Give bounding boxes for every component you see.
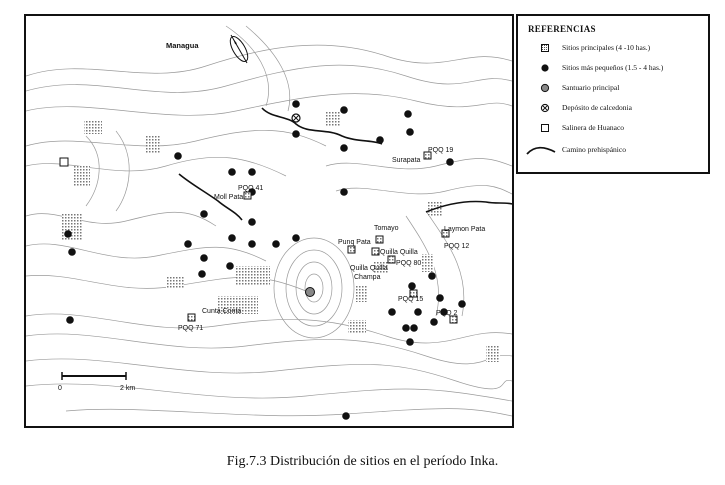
legend-label: Salinera de Huanaco <box>562 123 625 132</box>
main-site-tomayo <box>376 236 383 243</box>
main-site-pqq2 <box>450 316 457 323</box>
small-site <box>430 318 438 326</box>
label-mollpata: Moll Pata <box>214 194 244 201</box>
scale-bar <box>58 372 135 392</box>
small-site <box>292 130 300 138</box>
small-site <box>200 210 208 218</box>
legend-label: Sitios principales (4 -10 has.) <box>562 43 651 52</box>
road-line-icon <box>526 144 556 156</box>
prehispanic-roads <box>179 108 512 220</box>
dot-icon <box>540 63 550 73</box>
small-site <box>388 308 396 316</box>
small-site <box>446 158 454 166</box>
legend-item-calcedony <box>526 100 706 116</box>
small-site <box>66 316 74 324</box>
figure-caption: Fig.7.3 Distribución de sitios en el período Inka. <box>226 454 499 469</box>
label-quillaquilla: Quilla Quilla <box>380 249 418 256</box>
legend-item-salt-flat <box>526 120 706 136</box>
label-pqq15: PQQ 15 <box>398 296 424 303</box>
label-laymonpata: Laymon Pata <box>444 226 486 233</box>
circle-x-icon <box>540 103 550 113</box>
small-site <box>248 218 256 226</box>
small-site <box>228 168 236 176</box>
calcedony-deposit-icon <box>292 114 300 122</box>
small-site <box>248 168 256 176</box>
legend-item-main-sites <box>526 40 706 56</box>
label-surapata: Surapata <box>392 157 421 164</box>
small-site <box>414 308 422 316</box>
main-site-pqq80 <box>388 256 395 263</box>
main-sanctuary-icon <box>306 288 315 297</box>
small-site <box>200 254 208 262</box>
map-panel <box>24 14 514 428</box>
small-site <box>272 240 280 248</box>
map-canvas <box>26 16 512 426</box>
small-site <box>428 272 436 280</box>
small-site <box>340 144 348 152</box>
legend-item-sanctuary <box>526 80 706 96</box>
hatched-square-icon <box>540 43 550 53</box>
small-site <box>340 188 348 196</box>
legend-label: Santuario principal <box>562 83 620 92</box>
label-champa: Champa <box>354 274 381 281</box>
open-square-icon <box>540 123 550 133</box>
small-site <box>226 262 234 270</box>
main-site-punqpata <box>348 246 355 253</box>
small-site <box>64 230 72 238</box>
small-site <box>342 412 350 420</box>
legend-title: REFERENCIAS <box>528 24 596 34</box>
salt-flat-icon <box>60 158 68 166</box>
small-site <box>248 240 256 248</box>
small-site <box>174 152 182 160</box>
label-pqq19: PQQ 19 <box>428 147 454 154</box>
main-site-pqq71 <box>188 314 195 321</box>
legend-item-small-sites <box>526 60 706 76</box>
small-site <box>458 300 466 308</box>
label-pqq80: PQQ 80 <box>396 260 422 267</box>
main-site-quillaquilla <box>372 248 379 255</box>
contour-lines <box>26 26 512 416</box>
scale-end: 2 km <box>120 385 136 392</box>
small-site <box>402 324 410 332</box>
small-site <box>410 324 418 332</box>
label-quillaquilla-2: Quilla Quilla <box>350 265 388 272</box>
small-site <box>68 248 76 256</box>
legend-item-road <box>526 142 706 158</box>
scale-start: 0 <box>58 385 62 392</box>
small-site <box>408 282 416 290</box>
label-cuntaconta: Cunta Conta <box>202 308 242 315</box>
legend-label: Sitios más pequeños (1.5 - 4 has.) <box>562 63 664 72</box>
label-pqq71: PQQ 71 <box>178 325 204 332</box>
main-site-pqq41 <box>244 192 251 199</box>
legend-panel <box>516 14 710 174</box>
label-pqq12: PQQ 12 <box>444 243 470 250</box>
legend-label: Depósito de calcedonia <box>562 103 632 112</box>
small-site <box>406 128 414 136</box>
label-tomayo: Tomayo <box>374 225 399 232</box>
small-site <box>376 136 384 144</box>
small-site <box>436 294 444 302</box>
small-site <box>340 106 348 114</box>
small-site <box>292 234 300 242</box>
gray-circle-icon <box>540 83 550 93</box>
small-site <box>406 338 414 346</box>
small-site <box>292 100 300 108</box>
city-label: Managua <box>166 41 199 50</box>
label-punqpata: Punq Pata <box>338 239 371 246</box>
legend-label: Camino prehispánico <box>562 145 626 154</box>
small-site <box>404 110 412 118</box>
north-arrow-icon <box>227 34 251 64</box>
label-pqq41: PQQ 41 <box>238 185 264 192</box>
small-site <box>184 240 192 248</box>
small-site <box>198 270 206 278</box>
small-site <box>228 234 236 242</box>
label-pqq2: PQQ 2 <box>436 310 458 317</box>
